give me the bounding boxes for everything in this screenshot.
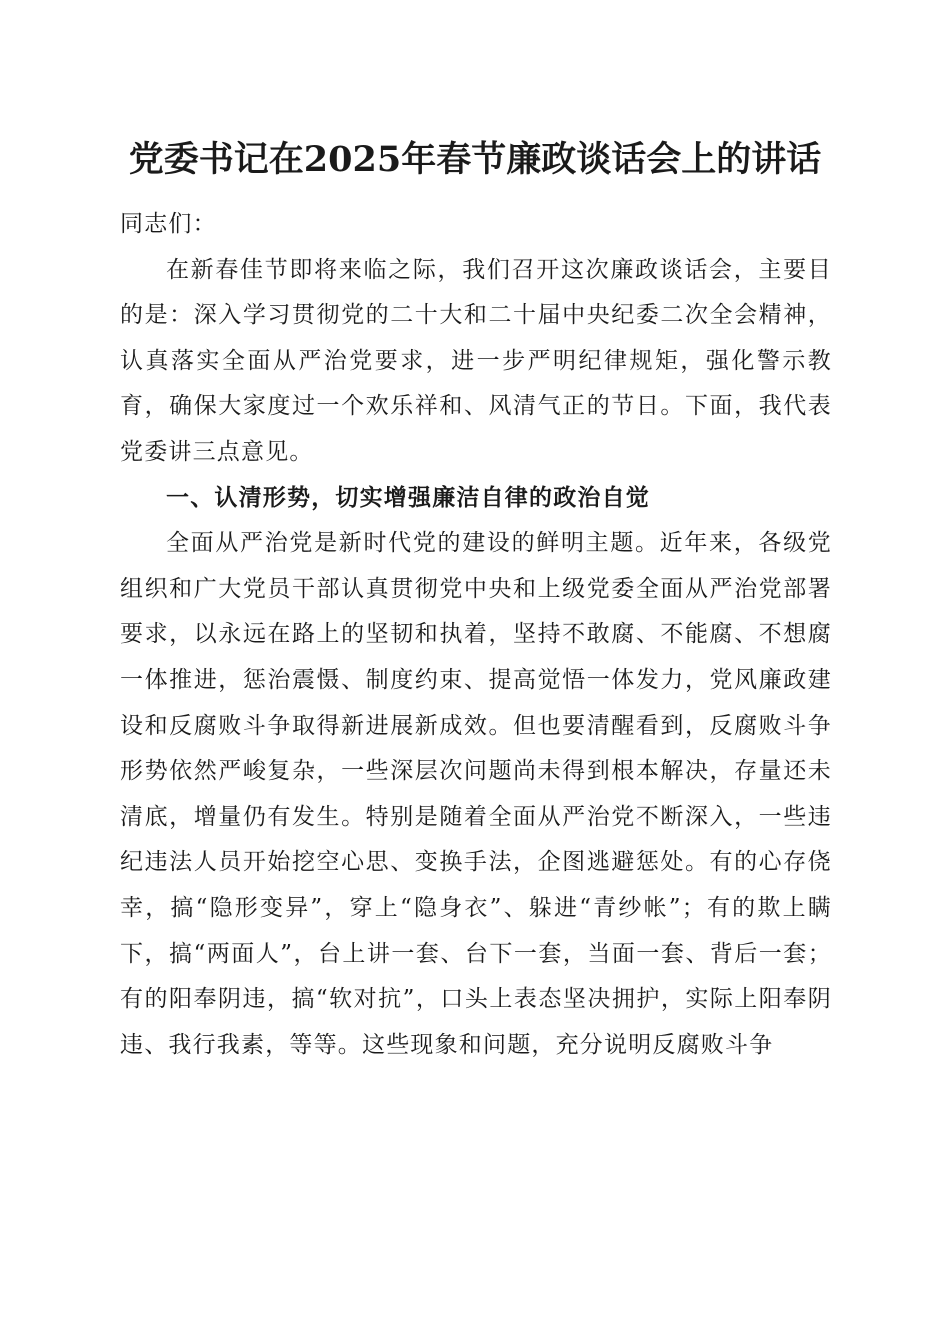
salutation: 同志们： bbox=[120, 211, 217, 237]
document-body bbox=[120, 202, 832, 1068]
page-title: 党委书记在2025年春节廉政谈话会上的讲话 bbox=[128, 139, 822, 180]
section-paragraph: 全面从严治党是新时代党的建设的鲜明主题。近年来，各级党组织和广大党员干部认真贯彻党中央和上级党委全面从严治党部署要求，以永远在路上的坚韧和执着，坚持不敢腐、不能腐、不想腐一体推进，惩治震慑、制度约束、提高觉悟一体发力，党风廉政建设和反腐败斗争取得新进展新成效。但也要清醒看到，反腐败斗争形势依然严峻复杂，一些深层次问题尚未得到根本解决，存量还未清底，增量仍有发生。特别是随着全面从严治党不断深入，一些违纪违法人员开始挖空心思、变换手法，企图逃避惩处。有的心存侥幸，搞“隐形变异”，穿上“隐身衣”、躲进“青纱帐”；有的欺上瞒下，搞“两面人”，台上讲一套、台下一套，当面一套、背后一套；有的阳奉阴违，搞“软对抗”，口头上表态坚决拥护，实际上阳奉阴违、我行我素，等等。这些现象和问题，充分说明反腐败斗争 bbox=[120, 530, 832, 1058]
section-heading: 一、认清形势，切实增强廉洁自律的政治自觉 bbox=[166, 484, 650, 511]
intro-paragraph: 在新春佳节即将来临之际，我们召开这次廉政谈话会，主要目的是：深入学习贯彻党的二十大和二十届中央纪委二次全会精神，认真落实全面从严治党要求，进一步严明纪律规矩，强化警示教育，确保大家度过一个欢乐祥和、风清气正的节日。下面，我代表党委讲三点意见。 bbox=[120, 256, 832, 465]
